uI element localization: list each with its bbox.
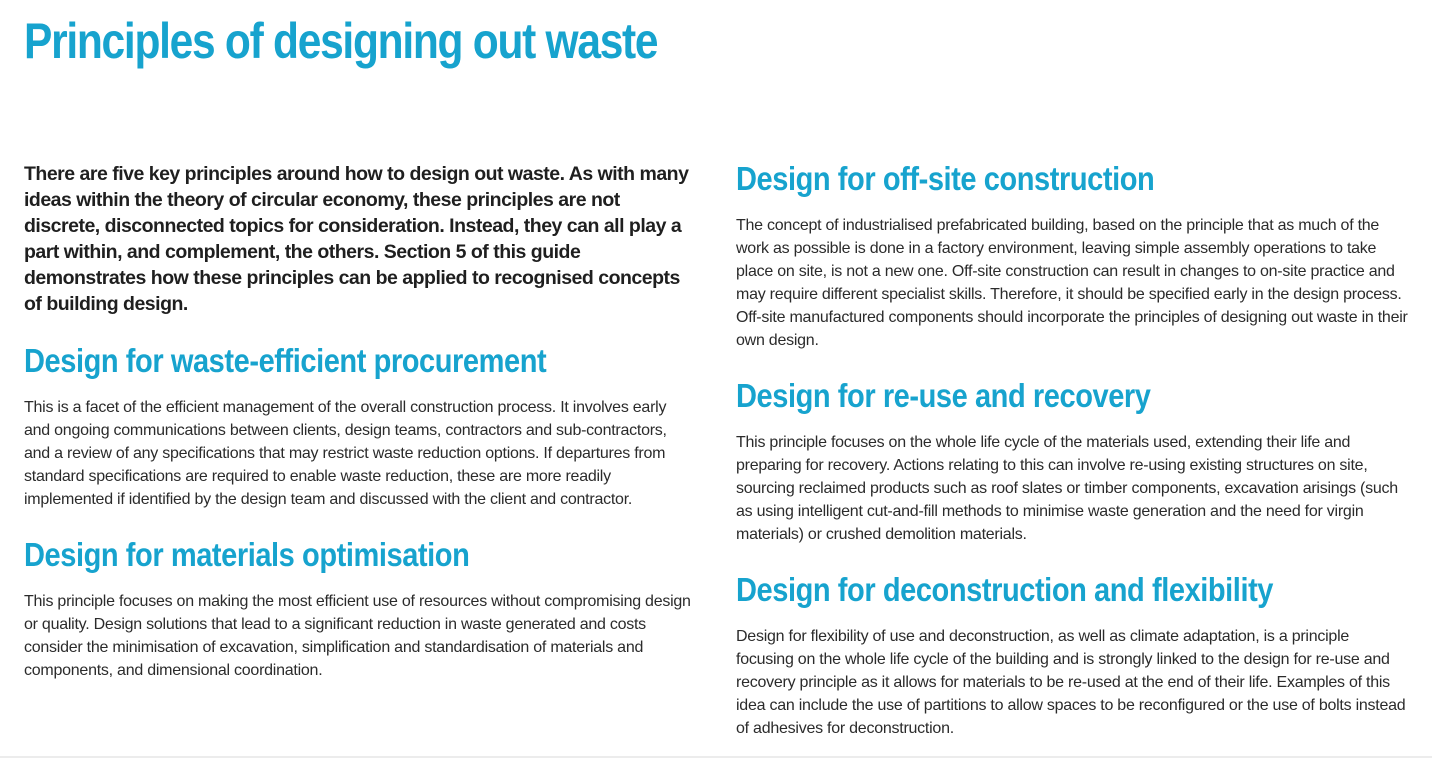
two-column-layout [24, 161, 1408, 740]
section-re-use-and-recovery [736, 378, 1408, 546]
section-heading: Design for waste-efficient procurement [24, 342, 547, 379]
section-body: This principle focuses on making the most efficient use of resources without compromising design or quality. Design solutions that lead to a significant reduction in waste generated and costs consider the minimisation of excavation, simplification and standardisation of materials and components, and dimensional coordination. [24, 593, 691, 679]
section-heading: Design for off-site construction [736, 160, 1155, 197]
section-heading: Design for deconstruction and flexibility [736, 571, 1274, 608]
section-body: The concept of industrialised prefabricated building, based on the principle that as much of the work as possible is done in a factory environment, leaving simple assembly operations to take place on site, is not a new one. Off-site construction can result in changes to on-site practice and may require different specialist skills. Therefore, it should be specified early in the design process. Off-site manufactured components should incorporate the principles of designing out waste in their own design. [736, 217, 1408, 349]
section-body: Design for flexibility of use and deconstruction, as well as climate adaptation, is a principle focusing on the whole life cycle of the building and is strongly linked to the design for re-use and recovery principle as it allows for materials to be re-used at the end of their life. Examples of this idea can include the use of partitions to allow spaces to be reconfigured or the use of bolts instead of adhesives for deconstruction. [736, 628, 1406, 737]
section-body: This is a facet of the efficient management of the overall construction process. It involves early and ongoing communications between clients, design teams, contractors and sub-contractors, and a review of any specifications that may restrict waste reduction options. If departures from standard specifications are required to enable waste reduction, these are more readily implemented if identified by the design team and discussed with the client and contractor. [24, 399, 667, 508]
section-body: This principle focuses on the whole life cycle of the materials used, extending their life and preparing for recovery. Actions relating to this can involve re-using existing structures on site, sourcing reclaimed products such as roof slates or timber components, excavation arisings (such as using intelligent cut-and-fill methods to minimise waste generation and the need for virgin materials) or crushed demolition materials. [736, 434, 1398, 543]
section-off-site-construction [736, 161, 1408, 352]
section-heading: Design for re-use and recovery [736, 377, 1151, 414]
left-column [24, 161, 696, 740]
right-column [736, 161, 1408, 740]
section-deconstruction-and-flexibility [736, 572, 1408, 740]
section-materials-optimisation [24, 537, 696, 682]
section-waste-efficient-procurement [24, 343, 696, 511]
intro-paragraph: There are five key principles around how to design out waste. As with many ideas within the theory of circular economy, these principles are not discrete, disconnected topics for consideration. Instead, they can all play a part within, and complement, the others. Section 5 of this guide demonstrates how these principles can be applied to recognised concepts of building design. [24, 163, 689, 315]
section-heading: Design for materials optimisation [24, 536, 470, 573]
page-title: Principles of designing out waste [24, 13, 658, 69]
